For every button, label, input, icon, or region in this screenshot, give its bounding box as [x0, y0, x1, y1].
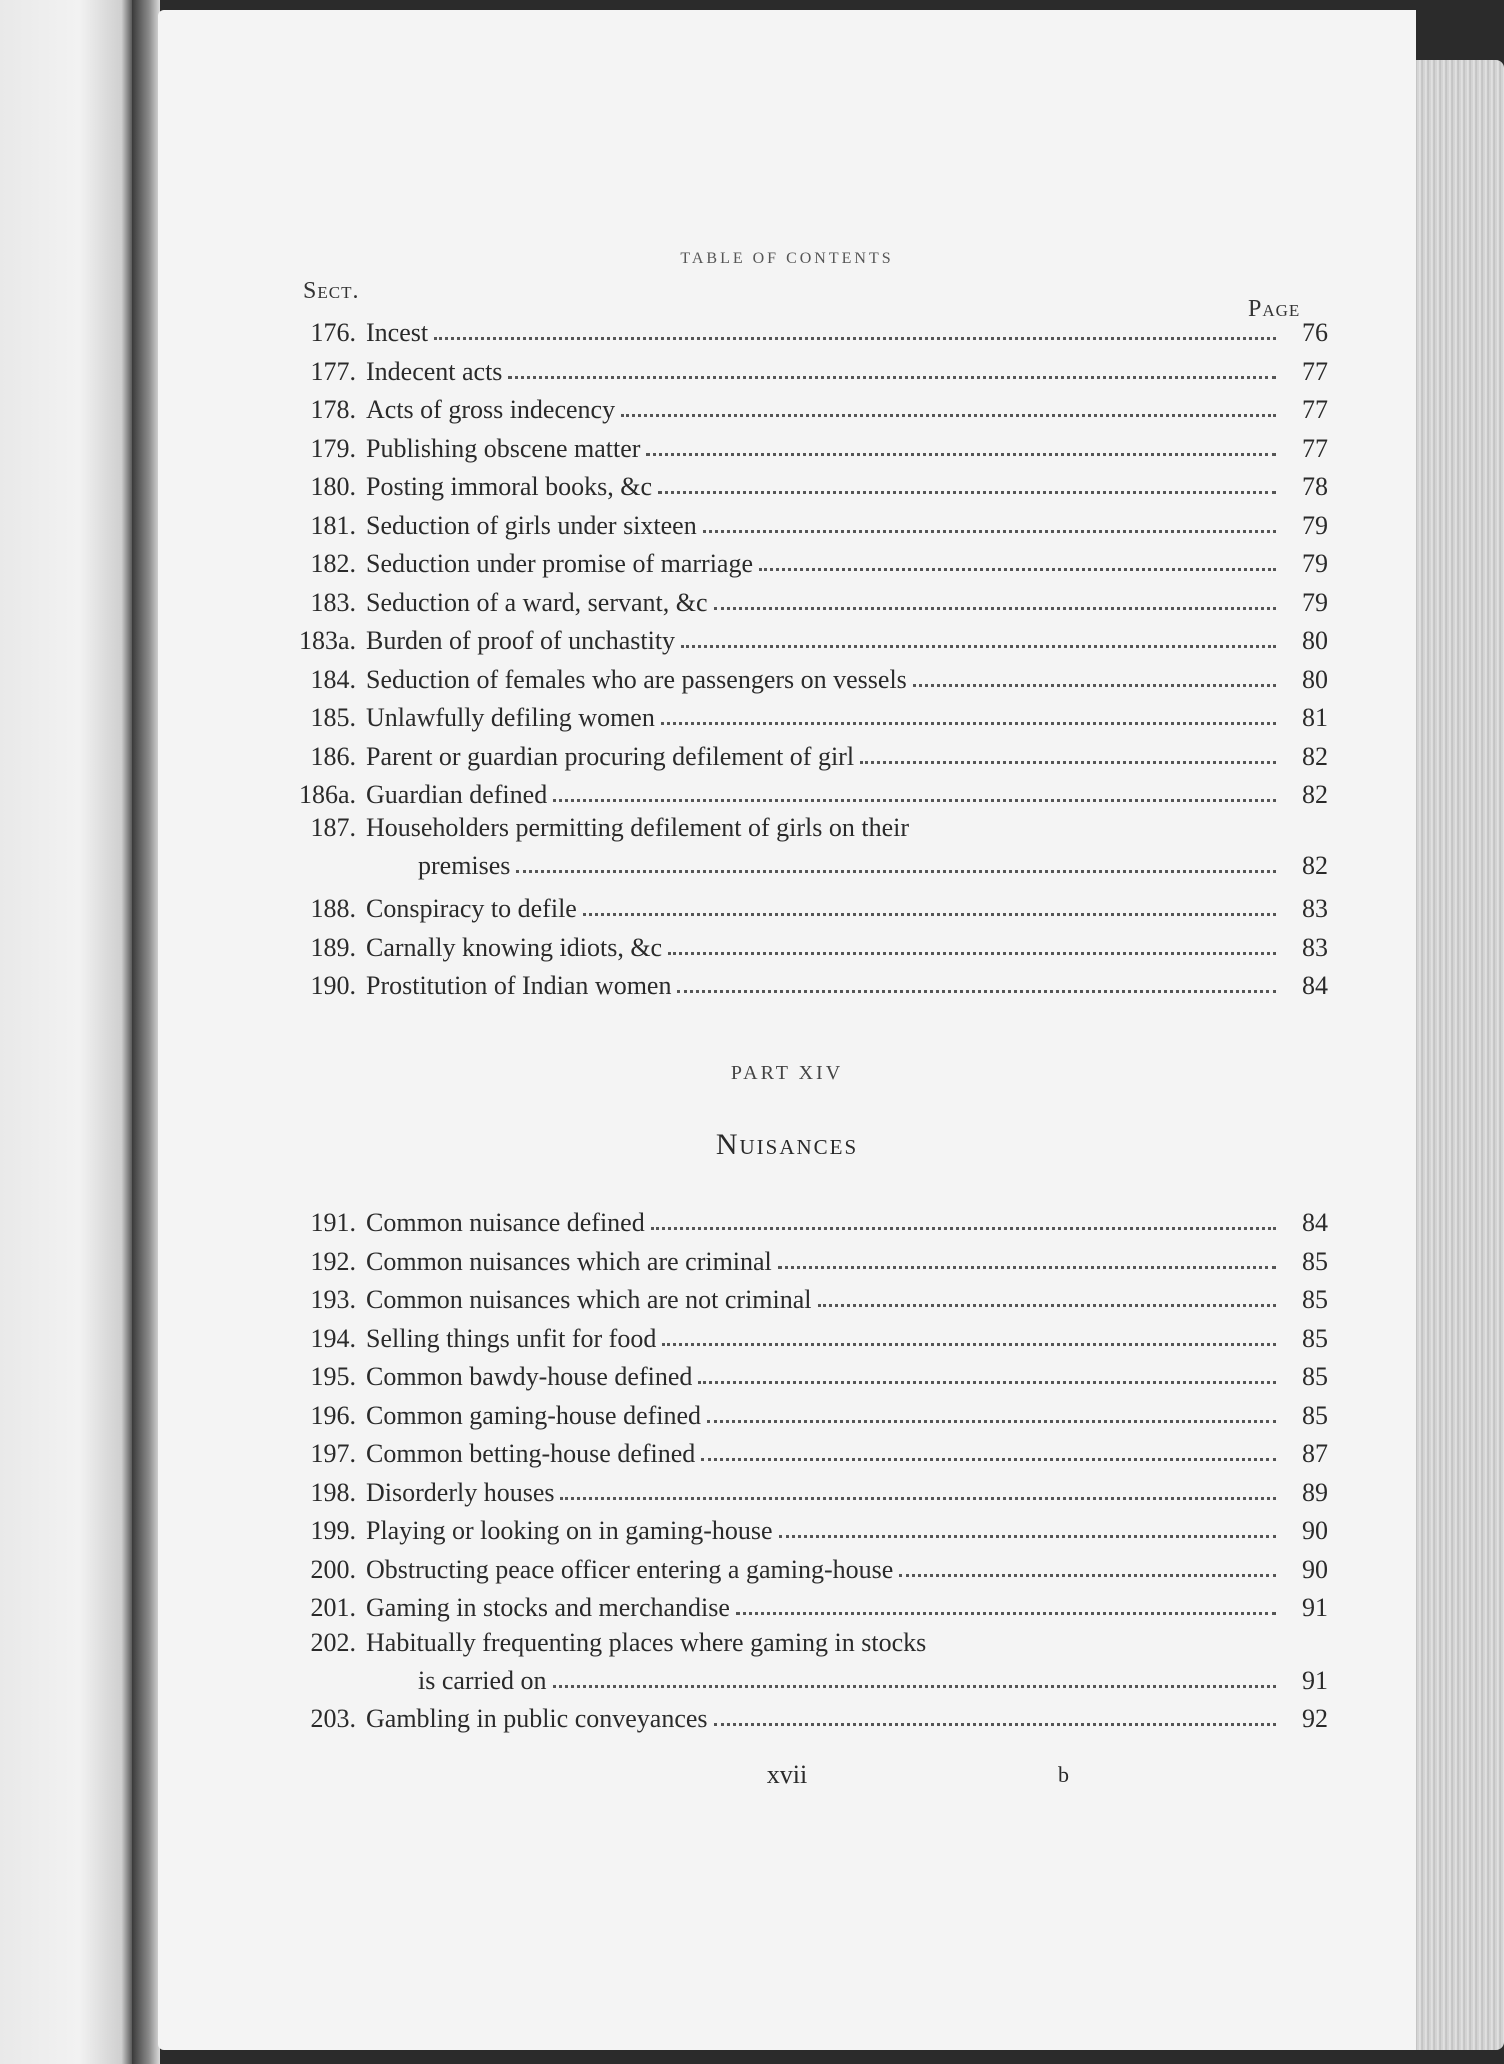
section-number: 193. [310, 1285, 356, 1314]
entry-title: Selling things unfit for food [366, 1323, 657, 1353]
toc-entry [298, 1585, 1328, 1623]
dot-leader [583, 913, 1276, 916]
dot-leader [651, 1227, 1276, 1230]
toc-entry [298, 1431, 1328, 1469]
toc-entry [298, 464, 1328, 502]
dot-leader [899, 1574, 1276, 1577]
page-number: 82 [1302, 741, 1328, 771]
dot-leader [778, 1266, 1276, 1269]
dot-leader [434, 337, 1276, 340]
page-edges [1412, 60, 1504, 2050]
page-number: 83 [1302, 894, 1328, 923]
page-number: 90 [1302, 1516, 1328, 1545]
entry-title: Parent or guardian procuring defilement of girl [366, 741, 855, 771]
section-number: 192. [310, 1246, 356, 1276]
entry-title: Conspiracy to defile [366, 894, 577, 923]
page-number: 90 [1302, 1554, 1328, 1584]
signature-mark: b [1058, 1762, 1069, 1787]
toc-entry [298, 503, 1328, 541]
page-number: 77 [1302, 395, 1328, 424]
page-number: 87 [1302, 1439, 1328, 1468]
toc-entry [298, 580, 1328, 618]
part-title: Nuisances [715, 1128, 859, 1161]
dot-leader [703, 530, 1276, 533]
page-number: 85 [1302, 1323, 1328, 1353]
dot-leader [553, 1685, 1276, 1688]
toc-entry [298, 734, 1328, 772]
page-number: 79 [1302, 587, 1328, 617]
section-number: 201. [310, 1593, 356, 1622]
section-number: 186. [310, 741, 356, 771]
section-number: 179. [310, 433, 356, 463]
dot-leader [681, 645, 1276, 648]
section-number: 195. [310, 1362, 356, 1391]
section-number: 185. [310, 703, 356, 732]
page-number: 76 [1302, 318, 1328, 347]
page-column-label: Page [1248, 296, 1301, 322]
section-number: 186a. [298, 780, 356, 809]
section-number: 189. [310, 932, 356, 962]
entry-title: Incest [366, 318, 429, 347]
toc-entry [298, 1470, 1328, 1508]
entry-title: Acts of gross indecency [366, 395, 616, 424]
dot-leader [661, 722, 1276, 725]
toc-entry [298, 618, 1328, 656]
entry-title: Carnally knowing idiots, &c [366, 932, 663, 962]
entry-title: Habitually frequenting places where gaming in stocks [366, 1628, 927, 1657]
dot-leader [662, 1343, 1276, 1346]
dot-leader [508, 376, 1276, 379]
toc-entry [298, 1354, 1328, 1392]
entry-title: Obstructing peace officer entering a gaming-house [366, 1554, 894, 1584]
toc-entry [298, 1393, 1328, 1431]
section-number: 200. [310, 1554, 356, 1584]
dot-leader [701, 1458, 1276, 1461]
dot-leader [516, 870, 1276, 873]
page-number: 91 [1302, 1593, 1328, 1622]
page-number: 92 [1302, 1704, 1328, 1733]
dot-leader [860, 761, 1276, 764]
toc-entry [298, 805, 1328, 843]
page-number: 83 [1302, 932, 1328, 962]
page-number: 79 [1302, 510, 1328, 540]
entry-title-continued: is carried on [418, 1666, 547, 1695]
entry-title: Disorderly houses [366, 1477, 555, 1507]
toc-entry-continuation [298, 1658, 1328, 1696]
dot-leader [779, 1535, 1276, 1538]
toc-entry [298, 426, 1328, 464]
toc-entry [298, 387, 1328, 425]
entry-title: Gambling in public conveyances [366, 1704, 708, 1733]
page-number: 85 [1302, 1246, 1328, 1276]
entry-title-continued: premises [418, 851, 511, 880]
toc-entry [298, 925, 1328, 963]
dot-leader [913, 684, 1276, 687]
entry-title: Common gaming-house defined [366, 1400, 702, 1430]
section-number: 183a. [298, 626, 356, 655]
dot-leader [714, 1723, 1276, 1726]
section-number: 198. [310, 1477, 356, 1507]
toc-entry [298, 1547, 1328, 1585]
toc-entry [298, 310, 1328, 348]
entry-title: Common nuisances which are criminal [366, 1246, 772, 1276]
dot-leader [677, 990, 1276, 993]
dot-leader [818, 1304, 1276, 1307]
toc-entry [298, 963, 1328, 1001]
toc-entry [298, 657, 1328, 695]
dot-leader [621, 414, 1276, 417]
entry-title: Burden of proof of unchastity [366, 626, 676, 655]
section-number: 184. [310, 664, 356, 694]
dot-leader [698, 1381, 1276, 1384]
section-number: 191. [310, 1208, 356, 1237]
page-number: 82 [1302, 851, 1328, 880]
section-number: 178. [310, 395, 356, 424]
dot-leader [759, 568, 1276, 571]
entry-title: Common betting-house defined [366, 1439, 696, 1468]
book-gutter [132, 0, 160, 2064]
page-number: 77 [1302, 356, 1328, 386]
running-head: TABLE OF CONTENTS [680, 250, 894, 267]
book-page [158, 10, 1416, 2050]
toc-entry [298, 695, 1328, 733]
toc-entry [298, 1696, 1328, 1734]
toc-entry [298, 541, 1328, 579]
dot-leader [714, 607, 1276, 610]
dot-leader [736, 1612, 1276, 1615]
section-number: 203. [310, 1704, 356, 1733]
toc-entry-continuation [298, 843, 1328, 881]
section-number: 177. [310, 356, 356, 386]
dot-leader [646, 453, 1276, 456]
part-label: PART XIV [730, 1062, 844, 1084]
page-number: 89 [1302, 1477, 1328, 1507]
toc-entry [298, 1316, 1328, 1354]
section-number: 187. [310, 813, 356, 842]
section-number: 183. [310, 587, 356, 617]
page-number: 79 [1302, 549, 1328, 578]
page-number: 81 [1302, 703, 1328, 732]
entry-title: Playing or looking on in gaming-house [366, 1516, 773, 1545]
entry-title: Unlawfully defiling women [366, 703, 655, 732]
dot-leader [553, 799, 1276, 802]
page-number: 85 [1302, 1400, 1328, 1430]
entry-title: Indecent acts [366, 356, 503, 386]
toc-entry [298, 1239, 1328, 1277]
toc-entry [298, 886, 1328, 924]
entry-title: Common bawdy-house defined [366, 1362, 693, 1391]
entry-title: Guardian defined [366, 780, 548, 809]
section-number: 190. [310, 971, 356, 1000]
toc-entry [298, 1620, 1328, 1658]
entry-title: Seduction of a ward, servant, &c [366, 587, 708, 617]
page-number: 80 [1302, 626, 1328, 655]
entry-title: Seduction under promise of marriage [366, 549, 753, 578]
page-number: 85 [1302, 1285, 1328, 1314]
page-number: 91 [1302, 1666, 1328, 1695]
dot-leader [658, 491, 1276, 494]
entry-title: Prostitution of Indian women [366, 971, 672, 1000]
page-folio: xvii [766, 1760, 808, 1789]
page-number: 78 [1302, 472, 1328, 501]
entry-title: Householders permitting defilement of girls on their [366, 813, 909, 842]
page-number: 84 [1302, 971, 1328, 1000]
sect-column-label: Sect. [303, 278, 360, 304]
dot-leader [668, 952, 1276, 955]
section-number: 202. [310, 1628, 356, 1657]
left-page-edge [0, 0, 132, 2064]
page-number: 84 [1302, 1208, 1328, 1237]
section-number: 181. [310, 510, 356, 540]
entry-title: Publishing obscene matter [366, 433, 641, 463]
toc-entry [298, 349, 1328, 387]
entry-title: Gaming in stocks and merchandise [366, 1593, 730, 1622]
section-number: 182. [310, 549, 356, 578]
entry-title: Seduction of females who are passengers on vessels [366, 664, 907, 694]
dot-leader [560, 1497, 1276, 1500]
section-number: 197. [310, 1439, 356, 1468]
dot-leader [707, 1420, 1276, 1423]
section-number: 194. [310, 1323, 356, 1353]
section-number: 176. [310, 318, 356, 347]
page-number: 85 [1302, 1362, 1328, 1391]
section-number: 199. [310, 1516, 356, 1545]
page-number: 77 [1302, 433, 1328, 463]
entry-title: Seduction of girls under sixteen [366, 510, 697, 540]
toc-entry [298, 1200, 1328, 1238]
entry-title: Common nuisance defined [366, 1208, 645, 1237]
section-number: 188. [310, 894, 356, 923]
section-number: 196. [310, 1400, 356, 1430]
entry-title: Common nuisances which are not criminal [366, 1285, 812, 1314]
page-number: 82 [1302, 780, 1328, 809]
section-number: 180. [310, 472, 356, 501]
entry-title: Posting immoral books, &c [366, 472, 652, 501]
toc-entry [298, 1277, 1328, 1315]
page-number: 80 [1302, 664, 1328, 694]
toc-entry [298, 1508, 1328, 1546]
